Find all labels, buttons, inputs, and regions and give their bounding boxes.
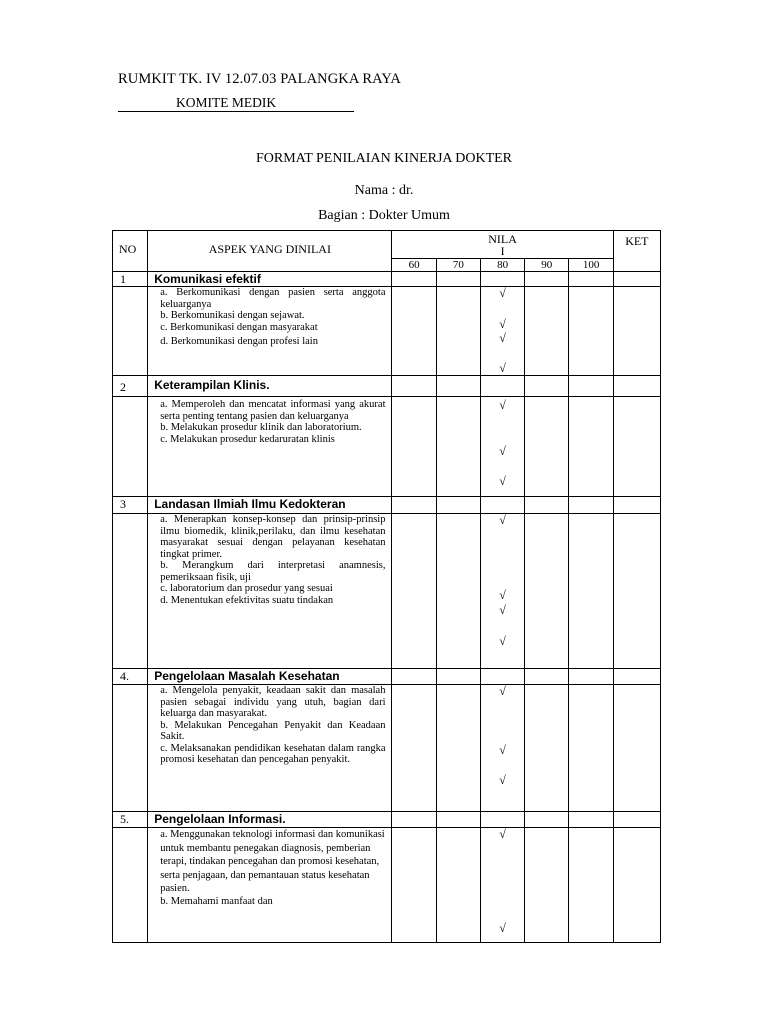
item: b. Merangkum dari interpretasi anamnesis, pemeriksaan fisik, uji [160, 560, 386, 583]
section-number: 3 [113, 497, 148, 514]
col-header-ket: KET [613, 231, 660, 272]
col-header-aspect: ASPEK YANG DINILAI [148, 231, 392, 272]
score-80-cell [480, 514, 524, 669]
item: b. Melakukan prosedur klinik dan laboratorium. [160, 422, 362, 433]
score-header-60: 60 [392, 259, 436, 272]
check-mark: √ [499, 361, 506, 375]
section-items [148, 397, 392, 497]
item: a. Menerapkan konsep-konsep dan prinsip-prinsip ilmu biomedik, klinik,perilaku, dan ilmu kesehatan masyarakat sesuai dengan pelayanan kesehatan tingkat primer. [160, 514, 386, 560]
check-mark: √ [499, 331, 506, 345]
section-number: 5. [113, 812, 148, 828]
item: c. Melakukan prosedur kedaruratan klinis [160, 433, 335, 445]
section-title: Komunikasi efektif [148, 272, 392, 287]
check-mark: √ [499, 398, 506, 412]
item: a. Mengelola penyakit, keadaan sakit dan masalah pasien sebagai individu yang utuh, bagian dari keluarga dan masyarakat. [160, 685, 386, 719]
section-title: Pengelolaan Masalah Kesehatan [148, 669, 392, 685]
section-items [148, 828, 392, 943]
item: d. Berkomunikasi dengan profesi lain [160, 336, 318, 347]
item: b. Memahami manfaat dan [160, 895, 273, 907]
item: b. Berkomunikasi dengan sejawat. [160, 310, 305, 321]
section-items [148, 685, 392, 812]
col-header-score [392, 231, 613, 259]
check-mark: √ [499, 921, 506, 935]
section-title: Landasan Ilmiah Ilmu Kedokteran [148, 497, 392, 514]
score-80-cell [480, 828, 524, 943]
section-title: Pengelolaan Informasi. [148, 812, 392, 828]
item: b. Melakukan Pencegahan Penyakit dan Keadaan Sakit. [160, 719, 386, 742]
form-title: FORMAT PENILAIAN KINERJA DOKTER [255, 151, 513, 166]
section-title: Keterampilan Klinis. [148, 376, 392, 397]
score-header-100: 100 [569, 259, 613, 272]
item: c. laboratorium dan prosedur yang sesuai [160, 583, 333, 594]
item: a. Berkomunikasi dengan pasien serta anggota keluarganya [160, 287, 386, 310]
check-mark: √ [499, 603, 506, 617]
item: a. Memperoleh dan mencatat informasi yang akurat serta penting tentang pasien dan keluarganya [160, 399, 386, 422]
check-mark: √ [499, 743, 506, 757]
section-number: 4. [113, 669, 148, 685]
check-mark: √ [499, 513, 506, 527]
col-header-no: NO [113, 231, 148, 272]
check-mark: √ [499, 474, 506, 488]
check-mark: √ [499, 317, 506, 331]
section-items [148, 287, 392, 376]
item: c. Berkomunikasi dengan masyarakat [160, 321, 318, 333]
doctor-name-field: Nama : dr. [354, 183, 414, 198]
check-mark: √ [499, 444, 506, 458]
check-mark: √ [499, 588, 506, 602]
hospital-name: RUMKIT TK. IV 12.07.03 PALANGKA RAYA [118, 71, 401, 87]
item: d. Menentukan efektivitas suatu tindakan [160, 594, 334, 606]
assessment-table [112, 230, 661, 943]
check-mark: √ [499, 286, 506, 300]
score-header-70: 70 [436, 259, 480, 272]
check-mark: √ [499, 773, 506, 787]
col-header-score-line1: NILA [488, 232, 517, 246]
check-mark: √ [499, 684, 506, 698]
check-mark: √ [499, 634, 506, 648]
committee-name: KOMITE MEDIK [118, 95, 354, 112]
department-field: Bagian : Dokter Umum [318, 208, 450, 223]
col-header-score-line2: I [500, 244, 505, 258]
score-80-cell [480, 685, 524, 812]
check-mark: √ [499, 827, 506, 841]
item: c. Melaksanakan pendidikan kesehatan dalam rangka promosi kesehatan dan pencegahan penyakit. [160, 742, 386, 765]
section-number: 1 [113, 272, 148, 287]
score-80-cell [480, 287, 524, 376]
score-header-90: 90 [525, 259, 569, 272]
section-items [148, 514, 392, 669]
score-80-cell [480, 397, 524, 497]
section-number: 2 [113, 376, 148, 397]
item: a. Menggunakan teknologi informasi dan komunikasi untuk membantu penegakan diagnosis, pemberian terapi, tindakan pencegahan dan promosi kesehatan, serta penjagaan, dan pemantauan status kesehatan pasien. [160, 829, 385, 894]
score-header-80: 80 [480, 259, 524, 272]
